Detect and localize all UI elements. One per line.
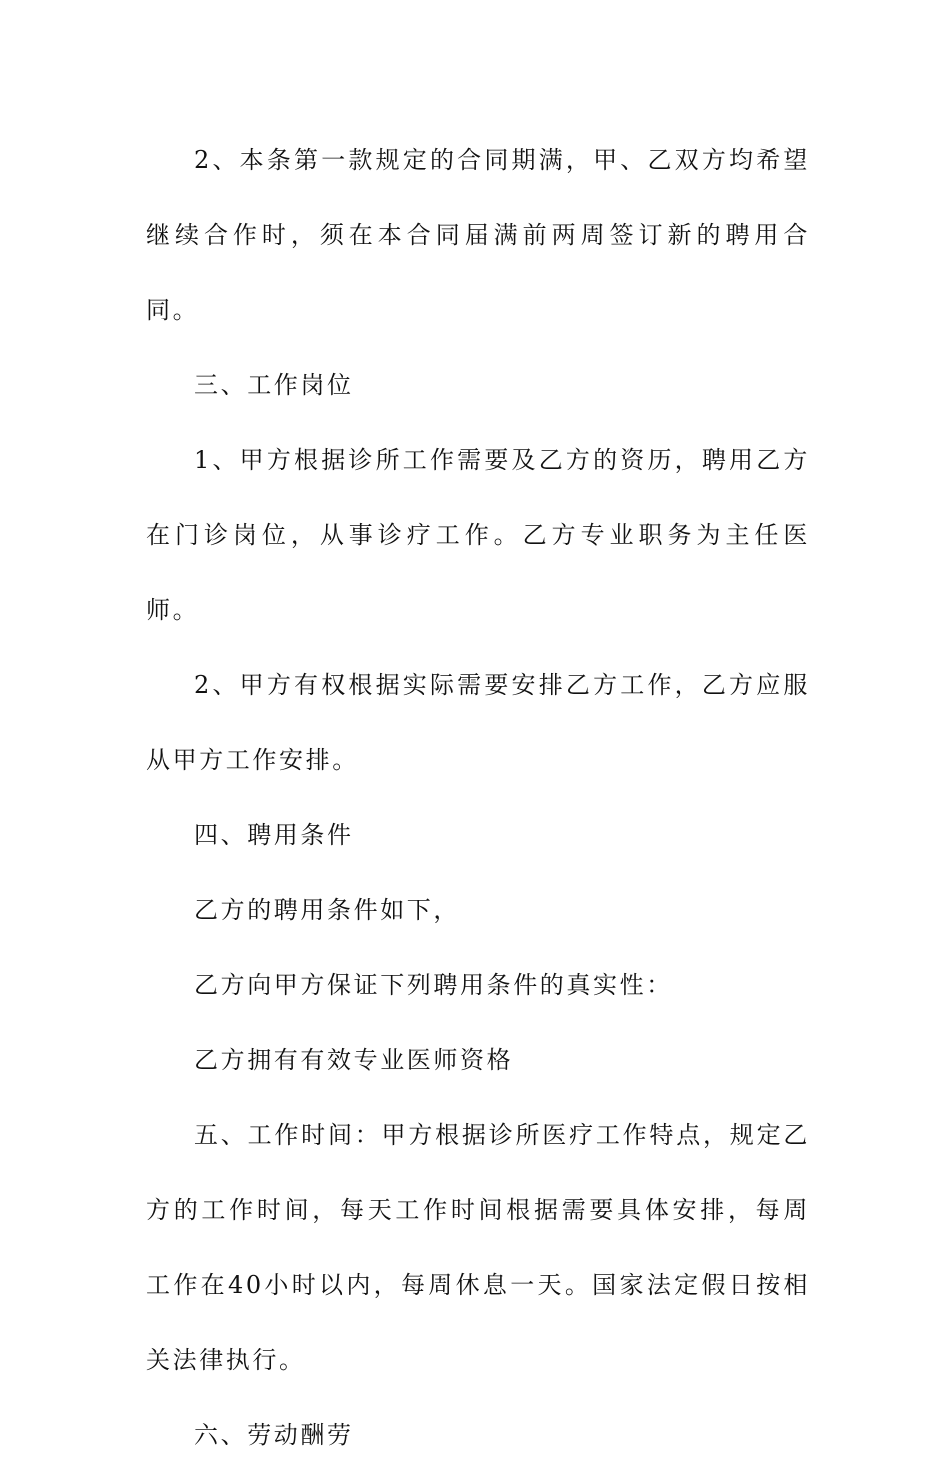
- document-body: [146, 123, 810, 1473]
- section-heading-job-position: 三、工作岗位: [194, 371, 354, 399]
- paragraph-renewal-clause: 2、本条第一款规定的合同期满，甲、乙双方均希望继续合作时，须在本合同届满前两周签订新的聘用合同。: [146, 146, 810, 324]
- paragraph-work-arrangement: 2、甲方有权根据实际需要安排乙方工作，乙方应服从甲方工作安排。: [146, 671, 810, 774]
- section-heading-remuneration: 六、劳动酬劳: [194, 1421, 354, 1449]
- section-heading-employment-conditions: 四、聘用条件: [194, 821, 354, 849]
- paragraph-conditions-guarantee: 乙方向甲方保证下列聘用条件的真实性：: [194, 971, 673, 999]
- paragraph-physician-qualification: 乙方拥有有效专业医师资格: [194, 1046, 514, 1074]
- paragraph-position-assignment: 1、甲方根据诊所工作需要及乙方的资历，聘用乙方在门诊岗位，从事诊疗工作。乙方专业职务为主任医师。: [146, 446, 810, 624]
- paragraph-working-hours: 五、工作时间：甲方根据诊所医疗工作特点，规定乙方的工作时间，每天工作时间根据需要具体安排，每周工作在40小时以内，每周休息一天。国家法定假日按相关法律执行。: [146, 1121, 810, 1374]
- paragraph-conditions-intro: 乙方的聘用条件如下，: [194, 896, 460, 924]
